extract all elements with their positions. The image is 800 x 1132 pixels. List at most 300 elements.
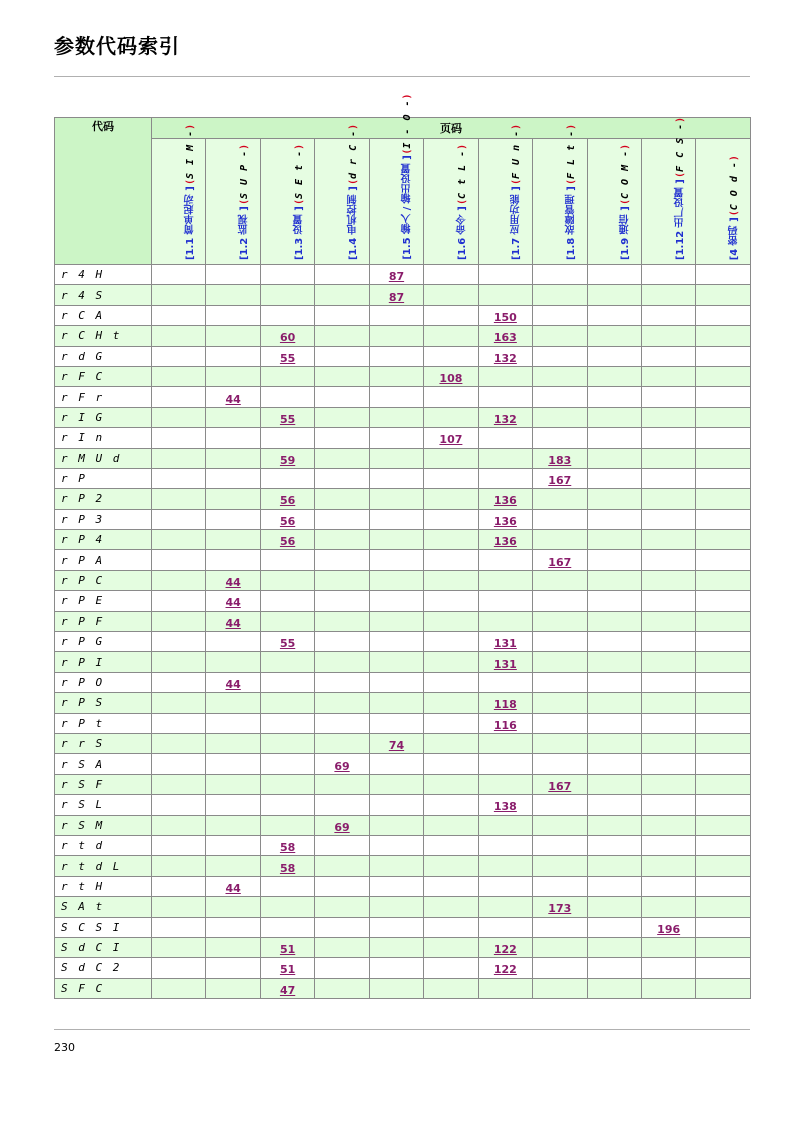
page-link[interactable]: 136 <box>493 535 517 549</box>
parameter-code: r F r <box>55 387 152 407</box>
table-row <box>55 530 751 550</box>
page-cell <box>533 693 587 713</box>
page-cell <box>587 917 641 937</box>
page-cell <box>152 978 206 998</box>
page-cell <box>533 835 587 855</box>
page-cell <box>696 530 751 550</box>
page-cell <box>315 285 369 305</box>
page-cell <box>641 611 695 631</box>
page-link[interactable]: 51 <box>279 943 296 957</box>
page-cell <box>206 346 260 366</box>
page-cell <box>206 366 260 386</box>
page-cell <box>533 733 587 753</box>
page-cell <box>424 937 478 957</box>
page-cell <box>315 754 369 774</box>
page-link[interactable]: 44 <box>225 392 241 406</box>
page-cell <box>641 489 695 509</box>
page-cell <box>152 958 206 978</box>
page-cell <box>315 346 369 366</box>
page-cell <box>260 713 314 733</box>
page-cell <box>696 468 751 488</box>
page-link[interactable]: 56 <box>279 514 296 528</box>
page-cell <box>478 407 532 427</box>
page-cell <box>260 550 314 570</box>
menu-column-header <box>152 123 206 265</box>
page-cell <box>641 448 695 468</box>
page-cell <box>206 428 260 448</box>
page-cell <box>478 570 532 590</box>
page-cell <box>206 530 260 550</box>
page-cell <box>696 489 751 509</box>
page-cell <box>260 774 314 794</box>
page-link[interactable]: 69 <box>334 820 350 834</box>
parameter-code: r t d L <box>55 856 152 876</box>
close-paren: ) <box>239 143 251 150</box>
page-cell <box>641 387 695 407</box>
page-cell <box>152 366 206 386</box>
menu-column-header <box>315 123 369 265</box>
page-cell <box>587 795 641 815</box>
table-row <box>55 305 751 325</box>
page-cell <box>587 265 641 285</box>
page-cell <box>424 897 478 917</box>
page-cell <box>587 754 641 774</box>
page-cell <box>587 509 641 529</box>
page-cell <box>696 672 751 692</box>
page-cell <box>641 774 695 794</box>
page-cell <box>206 693 260 713</box>
page-cell <box>533 672 587 692</box>
menu-column-header <box>260 139 314 265</box>
page-cell <box>152 937 206 957</box>
page-cell <box>533 326 587 346</box>
page-cell <box>424 265 478 285</box>
menu-column-header <box>478 123 532 265</box>
page-cell <box>696 774 751 794</box>
page-cell <box>478 815 532 835</box>
page-cell <box>260 897 314 917</box>
page-cell <box>587 632 641 652</box>
page-cell <box>696 611 751 631</box>
page-cell <box>424 285 478 305</box>
menu-name: [1.5 输入 / 输出设置 ] <box>402 155 414 260</box>
page-cell <box>424 509 478 529</box>
page-cell <box>152 407 206 427</box>
close-paren: ) <box>348 123 360 130</box>
menu-column-header <box>206 139 260 265</box>
page-cell <box>641 917 695 937</box>
page-cell <box>315 733 369 753</box>
menu-column-header <box>696 139 751 265</box>
table-row <box>55 876 751 896</box>
open-paren: ( <box>348 179 360 186</box>
page-cell <box>533 754 587 774</box>
page-cell <box>206 754 260 774</box>
page-link[interactable]: 116 <box>493 718 517 732</box>
table-row <box>55 937 751 957</box>
page-cell <box>478 366 532 386</box>
page-cell <box>152 917 206 937</box>
page-link[interactable]: 60 <box>279 331 296 345</box>
page-cell <box>315 611 369 631</box>
page-cell <box>369 407 423 427</box>
page-cell <box>696 978 751 998</box>
page-cell <box>152 795 206 815</box>
table-row <box>55 265 751 285</box>
page-link[interactable]: 44 <box>225 576 241 590</box>
open-paren: ( <box>620 199 632 206</box>
bottom-divider <box>54 1029 750 1030</box>
page-cell <box>478 265 532 285</box>
page-cell <box>533 978 587 998</box>
page-cell <box>478 733 532 753</box>
page-cell <box>152 897 206 917</box>
page-link[interactable]: 118 <box>493 698 517 712</box>
page-cell <box>424 978 478 998</box>
page-cell <box>369 795 423 815</box>
page-cell <box>641 550 695 570</box>
page-cell <box>641 346 695 366</box>
page-cell <box>152 570 206 590</box>
page-cell <box>424 448 478 468</box>
page-cell <box>152 652 206 672</box>
page-link[interactable]: 59 <box>279 453 296 467</box>
page-cell <box>152 754 206 774</box>
page-cell <box>641 428 695 448</box>
page-cell <box>152 489 206 509</box>
parameter-code: r S F <box>55 774 152 794</box>
page-cell <box>315 713 369 733</box>
page-cell <box>478 917 532 937</box>
page-link[interactable]: 167 <box>548 779 572 793</box>
page-cell <box>587 570 641 590</box>
page-link[interactable]: 167 <box>548 555 572 569</box>
page-cell <box>641 754 695 774</box>
page-cell <box>206 937 260 957</box>
page-link[interactable]: 131 <box>493 657 517 671</box>
page-link[interactable]: 183 <box>548 453 572 467</box>
page-cell <box>315 958 369 978</box>
page-cell <box>478 428 532 448</box>
page-link[interactable]: 47 <box>279 983 296 997</box>
page-cell <box>533 611 587 631</box>
page-cell <box>260 428 314 448</box>
page-cell <box>369 448 423 468</box>
page-cell <box>696 591 751 611</box>
table-row <box>55 285 751 305</box>
menu-name: [1.2 监视 ] <box>239 206 251 260</box>
page-cell <box>641 326 695 346</box>
page-cell <box>315 591 369 611</box>
page-cell <box>315 937 369 957</box>
page-cell <box>641 591 695 611</box>
page-cell <box>641 285 695 305</box>
menu-code-wrapper <box>511 124 523 185</box>
page-cell <box>206 835 260 855</box>
page-cell <box>641 795 695 815</box>
page-cell <box>152 387 206 407</box>
page-cell <box>315 387 369 407</box>
menu-name: [4 密码 ] <box>729 216 741 260</box>
page-cell <box>206 326 260 346</box>
menu-code-wrapper <box>457 144 469 205</box>
page-cell <box>641 509 695 529</box>
page-link[interactable]: 58 <box>279 861 296 875</box>
page-link[interactable]: 131 <box>493 637 517 651</box>
page-cell <box>641 835 695 855</box>
page-cell <box>478 652 532 672</box>
page-cell <box>260 733 314 753</box>
page-cell <box>315 774 369 794</box>
page-cell <box>315 978 369 998</box>
page-cell <box>152 672 206 692</box>
page-cell <box>587 652 641 672</box>
page-link[interactable]: 44 <box>225 881 241 895</box>
page-cell <box>260 305 314 325</box>
parameter-code: S d C I <box>55 937 152 957</box>
page-cell <box>587 285 641 305</box>
page-cell <box>478 632 532 652</box>
menu-code-wrapper <box>402 93 414 154</box>
page-cell <box>478 285 532 305</box>
page-cell <box>424 550 478 570</box>
page-cell <box>206 713 260 733</box>
table-row <box>55 733 751 753</box>
page-link[interactable]: 167 <box>548 474 572 488</box>
page-cell <box>206 917 260 937</box>
page-link[interactable]: 122 <box>493 943 517 957</box>
page-cell <box>152 876 206 896</box>
page-cell <box>206 509 260 529</box>
page-cell <box>696 285 751 305</box>
page-cell <box>260 326 314 346</box>
page-cell <box>533 428 587 448</box>
page-cell <box>641 856 695 876</box>
page-cell <box>315 693 369 713</box>
page-cell <box>315 530 369 550</box>
page-cell <box>696 856 751 876</box>
page-link[interactable]: 74 <box>388 739 405 753</box>
page-cell <box>369 978 423 998</box>
page-cell <box>641 468 695 488</box>
page-cell <box>478 672 532 692</box>
table-row <box>55 897 751 917</box>
page-cell <box>369 917 423 937</box>
parameter-code: r P F <box>55 611 152 631</box>
page-cell <box>478 591 532 611</box>
page-link[interactable]: 44 <box>225 678 241 691</box>
page-cell <box>152 632 206 652</box>
page-link[interactable]: 150 <box>493 310 517 324</box>
index-body <box>55 265 751 999</box>
page-cell <box>587 468 641 488</box>
page-cell <box>478 326 532 346</box>
page-cell <box>641 876 695 896</box>
page-cell <box>152 530 206 550</box>
open-paren: ( <box>729 209 741 216</box>
page-cell <box>424 305 478 325</box>
page-link[interactable]: 69 <box>334 759 350 773</box>
page-link[interactable]: 44 <box>225 596 241 610</box>
page-cell <box>696 387 751 407</box>
page-cell <box>260 815 314 835</box>
page-cell <box>152 611 206 631</box>
table-row <box>55 468 751 488</box>
page-cell <box>424 774 478 794</box>
page-link[interactable]: 56 <box>279 494 296 508</box>
page-cell <box>152 815 206 835</box>
page-cell <box>424 387 478 407</box>
page-cell <box>260 917 314 937</box>
page-link[interactable]: 51 <box>279 963 296 977</box>
page-link[interactable]: 55 <box>279 351 296 365</box>
menu-name: [1.4 电机控制 ] <box>348 186 360 260</box>
page-cell <box>206 958 260 978</box>
page-cell <box>478 713 532 733</box>
page-cell <box>587 835 641 855</box>
page-cell <box>424 876 478 896</box>
page-cell <box>369 815 423 835</box>
page-cell <box>533 448 587 468</box>
parameter-code: r P O <box>55 672 152 692</box>
page-cell <box>369 387 423 407</box>
page-link[interactable]: 132 <box>493 412 517 426</box>
page-cell <box>587 672 641 692</box>
top-divider <box>54 76 750 77</box>
page-cell <box>206 387 260 407</box>
page-cell <box>696 326 751 346</box>
open-paren: ( <box>239 199 251 206</box>
table-row <box>55 917 751 937</box>
page-link[interactable]: 87 <box>388 290 405 304</box>
page-cell <box>587 407 641 427</box>
page-cell <box>533 468 587 488</box>
parameter-code: r S L <box>55 795 152 815</box>
page-cell <box>152 468 206 488</box>
table-row <box>55 489 751 509</box>
page-link[interactable]: 173 <box>548 902 572 916</box>
page-link[interactable]: 132 <box>493 351 517 365</box>
page-cell <box>641 570 695 590</box>
page-cell <box>152 285 206 305</box>
page-cell <box>587 346 641 366</box>
page-cell <box>369 897 423 917</box>
page-link[interactable]: 136 <box>493 514 517 528</box>
page-cell <box>369 366 423 386</box>
menu-column-header <box>533 123 587 265</box>
open-paren: ( <box>293 199 305 206</box>
page-cell <box>369 713 423 733</box>
page-cell <box>424 713 478 733</box>
page-cell <box>696 366 751 386</box>
page-link[interactable]: 87 <box>388 270 405 284</box>
page-cell <box>696 733 751 753</box>
page-cell <box>369 652 423 672</box>
page-cell <box>369 733 423 753</box>
page-cell <box>260 652 314 672</box>
page-cell <box>152 509 206 529</box>
page-cell <box>478 897 532 917</box>
page-cell <box>424 693 478 713</box>
page-cell <box>369 937 423 957</box>
page-cell <box>533 407 587 427</box>
page-link[interactable]: 55 <box>279 637 296 651</box>
close-paren: ) <box>511 123 523 130</box>
page-link[interactable]: 122 <box>493 963 517 977</box>
table-row <box>55 774 751 794</box>
parameter-code: r P 2 <box>55 489 152 509</box>
page-link[interactable]: 55 <box>279 412 296 426</box>
page-cell <box>260 591 314 611</box>
pages-column-header: 页码 <box>152 118 751 139</box>
open-paren: ( <box>456 199 468 206</box>
parameter-code: r P 3 <box>55 509 152 529</box>
table-row <box>55 795 751 815</box>
page-cell <box>260 795 314 815</box>
page-cell <box>533 509 587 529</box>
menu-code: S U P - <box>239 149 251 200</box>
page-cell <box>260 672 314 692</box>
page-cell <box>641 897 695 917</box>
page-cell <box>641 693 695 713</box>
page-cell <box>587 693 641 713</box>
page-link[interactable]: 136 <box>493 494 517 508</box>
page-link[interactable]: 107 <box>439 433 463 447</box>
page-cell <box>315 489 369 509</box>
page-cell <box>533 958 587 978</box>
menu-code-wrapper <box>348 124 360 185</box>
page-cell <box>206 856 260 876</box>
page-cell <box>369 693 423 713</box>
close-paren: ) <box>184 123 196 130</box>
page-link[interactable]: 138 <box>493 800 517 814</box>
page-link[interactable]: 44 <box>225 616 241 630</box>
page-cell <box>533 550 587 570</box>
table-row <box>55 509 751 529</box>
page-cell <box>369 305 423 325</box>
page-cell <box>206 591 260 611</box>
page-cell <box>260 366 314 386</box>
page-cell <box>533 815 587 835</box>
code-column-header: 代码 <box>55 118 152 265</box>
page-cell <box>315 815 369 835</box>
page-cell <box>369 550 423 570</box>
page-cell <box>369 672 423 692</box>
page-cell <box>315 265 369 285</box>
page-cell <box>424 489 478 509</box>
page-cell <box>641 632 695 652</box>
page-cell <box>260 468 314 488</box>
page-link[interactable]: 56 <box>279 535 296 549</box>
menu-code: C O d - <box>729 160 741 210</box>
page-cell <box>315 428 369 448</box>
page-link[interactable]: 108 <box>439 372 463 386</box>
page-link[interactable]: 58 <box>279 841 296 855</box>
page-cell <box>206 672 260 692</box>
page-cell <box>478 550 532 570</box>
page-cell <box>315 448 369 468</box>
page-cell <box>641 366 695 386</box>
table-row <box>55 346 751 366</box>
parameter-code: S d C 2 <box>55 958 152 978</box>
page-cell <box>587 591 641 611</box>
page-link[interactable]: 196 <box>657 922 681 936</box>
menu-code: S I M - <box>184 129 196 180</box>
page-cell <box>315 795 369 815</box>
page-cell <box>696 632 751 652</box>
page-cell <box>152 733 206 753</box>
page-link[interactable]: 163 <box>493 331 517 345</box>
